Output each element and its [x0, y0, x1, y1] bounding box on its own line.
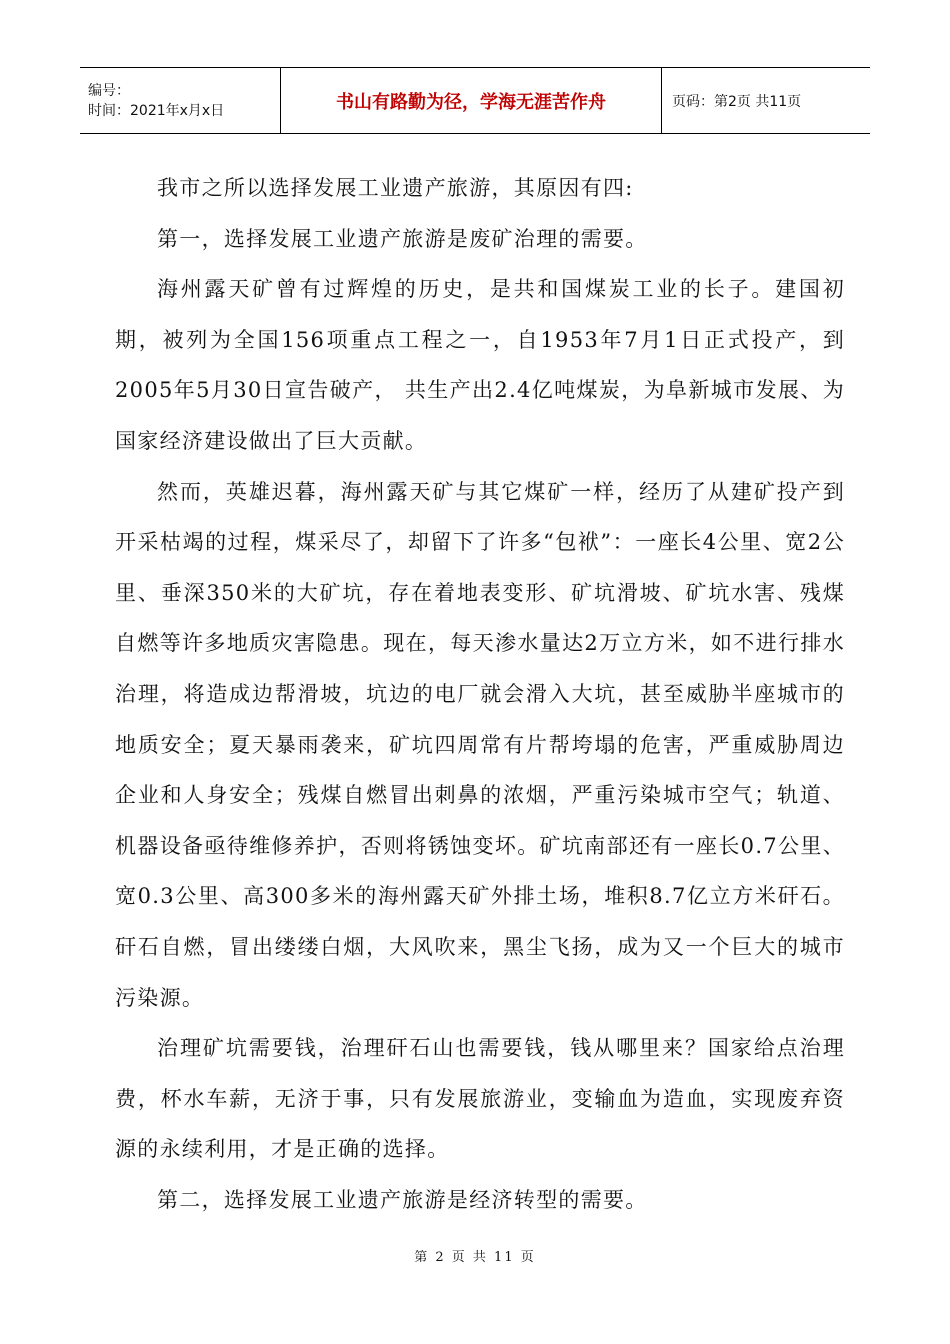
body-paragraph: 治理矿坑需要钱，治理矸石山也需要钱，钱从哪里来？国家给点治理费，杯水车薪，无济于事，只有发展旅游业，变输血为造血，实现废弃资源的永续利用，才是正确的选择。	[115, 1036, 845, 1162]
document-time-label: 时间：2021年x月x日	[88, 102, 225, 119]
body-paragraph: 然而，英雄迟暮，海州露天矿与其它煤矿一样，经历了从建矿投产到开采枯竭的过程，煤采尽了，却留下了许多“包袱”：一座长4公里、宽2公里、垂深350米的大矿坑，存在着地表变形、矿坑滑坡、矿坑水害、残煤自燃等许多地质灾害隐患。现在，每天渗水量达2万立方米，如不进行排水治理，将造成边帮滑坡，坑边的电厂就会滑入大坑，甚至威胁半座城市的地质安全；夏天暴雨袭来，矿坑四周常有片帮垮塌的危害，严重威胁周边企业和人身安全；残煤自燃冒出刺鼻的浓烟，严重污染城市空气；轨道、机器设备亟待维修养护，否则将锈蚀变坏。矿坑南部还有一座长0.7公里、宽0.3公里、高300多米的海州露天矿外排土场，堆积8.7亿立方米矸石。矸石自燃，冒出缕缕白烟，大风吹来，黑尘飞扬，成为又一个巨大的城市污染源。	[115, 479, 845, 1010]
header-page-number: 页码：第2页 共11页	[672, 93, 802, 110]
intro-paragraph: 我市之所以选择发展工业遗产旅游，其原因有四:	[157, 176, 634, 200]
document-body	[115, 163, 845, 1225]
section-heading-2: 第二，选择发展工业遗产旅游是经济转型的需要。	[157, 1187, 648, 1212]
header-meta	[80, 68, 281, 133]
section-heading-1: 第一，选择发展工业遗产旅游是废矿治理的需要。	[157, 226, 648, 251]
page-header	[80, 67, 870, 134]
page-footer: 第 2 页 共 11 页	[414, 1250, 536, 1265]
body-paragraph: 海州露天矿曾有过辉煌的历史，是共和国煤炭工业的长子。建国初期，被列为全国156项重点工程之一，自1953年7月1日正式投产，到2005年5月30日宣告破产， 共生产出2.4亿吨煤炭，为阜新城市发展、为国家经济建设做出了巨大贡献。	[115, 277, 845, 453]
document-number-label: 编号：	[88, 82, 130, 99]
header-motto: 书山有路勤为径，学海无涯苦作舟	[281, 68, 662, 133]
